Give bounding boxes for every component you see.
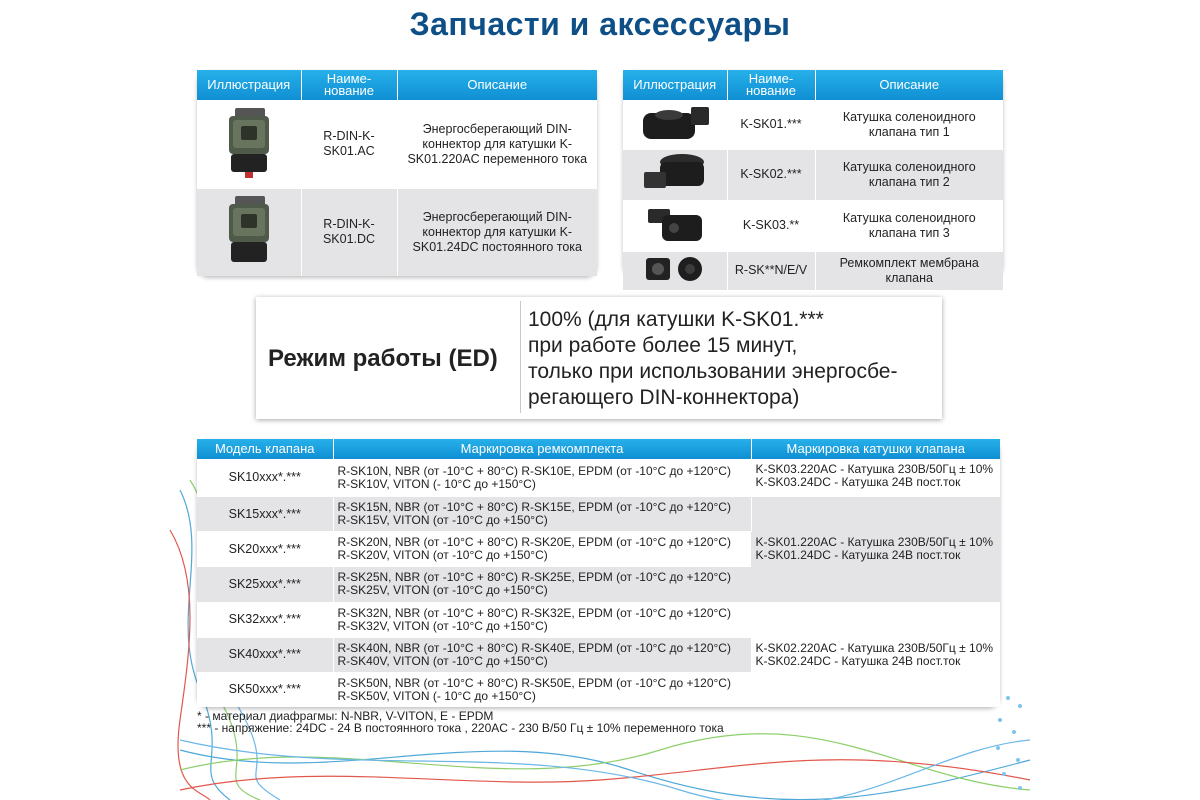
connector-description: Энергосберегающий DIN-коннектор для катушки K-SK01.24DC постоянного тока	[397, 188, 597, 276]
duty-mode-label: Режим работы (ED)	[268, 345, 498, 372]
connector-description: Энергосберегающий DIN-коннектор для катушки K-SK01.220AC переменного тока	[397, 100, 597, 188]
table-row	[197, 497, 1000, 532]
solenoid-coil-type3-photo	[623, 200, 727, 251]
duty-mode-divider	[520, 301, 521, 413]
din-connector-table	[197, 70, 597, 276]
valve-model: SK32xxx*.***	[197, 602, 333, 637]
coil-name: K-SK01.***	[727, 100, 815, 149]
valve-model: SK15xxx*.***	[197, 497, 333, 532]
din-connector-ac-photo	[197, 100, 301, 188]
table-row	[197, 459, 1000, 497]
duty-mode-box	[256, 297, 942, 419]
header-description: Описание	[397, 70, 597, 100]
footnote-voltage: *** - напряжение: 24DC - 24 В постоянного тока , 220AC - 230 В/50 Гц ± 10% переменного тока	[197, 721, 724, 735]
valve-model: SK50xxx*.***	[197, 672, 333, 707]
solenoid-coil-type1-photo	[623, 100, 727, 149]
repair-kit-marking: R-SK40N, NBR (от -10°C + 80°C) R-SK40E, EPDM (от -10°C до +120°C) R-SK40V, VITON (от -10°C до +150°C)	[333, 637, 751, 672]
coil-table	[623, 70, 1003, 285]
footnotes	[197, 710, 724, 734]
header-illustration: Иллюстрация	[623, 70, 727, 100]
coil-description: Катушка соленоидного клапана тип 2	[815, 149, 1003, 200]
repair-kit-marking: R-SK25N, NBR (от -10°C + 80°C) R-SK25E, EPDM (от -10°C до +120°C) R-SK25V, VITON (от -10°C до +150°C)	[333, 567, 751, 602]
table-row	[197, 100, 597, 188]
header-illustration: Иллюстрация	[197, 70, 301, 100]
repair-kit-marking: R-SK32N, NBR (от -10°C + 80°C) R-SK32E, EPDM (от -10°C до +120°C) R-SK32V, VITON (от -10°C до +150°C)	[333, 602, 751, 637]
valve-compatibility-table	[197, 439, 1000, 707]
header-name: Наиме-нование	[727, 70, 815, 100]
coil-name: K-SK03.**	[727, 200, 815, 251]
solenoid-coil-type2-photo	[623, 149, 727, 200]
repair-kit-marking: R-SK10N, NBR (от -10°C + 80°C) R-SK10E, EPDM (от -10°C до +120°C) R-SK10V, VITON (- 10°C до +150°C)	[333, 459, 751, 497]
coil-marking: K-SK03.220AC - Катушка 230В/50Гц ± 10% K-SK03.24DC - Катушка 24В пост.ток	[751, 459, 1000, 497]
valve-model: SK20xxx*.***	[197, 532, 333, 567]
table-row	[197, 188, 597, 276]
coil-description: Катушка соленоидного клапана тип 3	[815, 200, 1003, 251]
coil-marking: K-SK01.220AC - Катушка 230В/50Гц ± 10% K-SK01.24DC - Катушка 24В пост.ток	[751, 497, 1000, 602]
repair-kit-marking: R-SK50N, NBR (от -10°C + 80°C) R-SK50E, EPDM (от -10°C до +120°C) R-SK50V, VITON (- 10°C до +150°C)	[333, 672, 751, 707]
repair-kit-marking: R-SK15N, NBR (от -10°C + 80°C) R-SK15E, EPDM (от -10°C до +120°C) R-SK15V, VITON (от -10°C до +150°C)	[333, 497, 751, 532]
table-row	[623, 251, 1003, 290]
valve-model: SK25xxx*.***	[197, 567, 333, 602]
page-title: Запчасти и аксессуары	[409, 6, 791, 42]
footnote-material: * - материал диафрагмы: N-NBR, V-VITON, E - EPDM	[197, 709, 494, 723]
connector-name: R-DIN-K-SK01.AC	[301, 100, 397, 188]
header-repair-kit: Маркировка ремкомплекта	[333, 439, 751, 459]
coil-name: K-SK02.***	[727, 149, 815, 200]
membrane-repair-kit-photo	[623, 251, 727, 290]
valve-model: SK40xxx*.***	[197, 637, 333, 672]
repair-kit-marking: R-SK20N, NBR (от -10°C + 80°C) R-SK20E, EPDM (от -10°C до +120°C) R-SK20V, VITON (от -10°C до +150°C)	[333, 532, 751, 567]
header-description: Описание	[815, 70, 1003, 100]
repair-kit-name: R-SK**N/E/V	[727, 251, 815, 290]
coil-marking: K-SK02.220AC - Катушка 230В/50Гц ± 10% K-SK02.24DC - Катушка 24В пост.ток	[751, 602, 1000, 707]
coil-description: Катушка соленоидного клапана тип 1	[815, 100, 1003, 149]
duty-mode-value: 100% (для катушки K-SK01.*** при работе более 15 минут, только при использовании энергосбе- регающего DIN-коннектора)	[528, 308, 898, 409]
valve-model: SK10xxx*.***	[197, 459, 333, 497]
din-connector-dc-photo	[197, 188, 301, 276]
table-row	[197, 602, 1000, 637]
table-row	[623, 149, 1003, 200]
table-row	[623, 100, 1003, 149]
connector-name: R-DIN-K-SK01.DC	[301, 188, 397, 276]
header-coil: Маркировка катушки клапана	[751, 439, 1000, 459]
header-valve-model: Модель клапана	[197, 439, 333, 459]
repair-kit-description: Ремкомплект мембрана клапана	[815, 251, 1003, 290]
header-name: Наиме-нование	[301, 70, 397, 100]
table-row	[623, 200, 1003, 251]
